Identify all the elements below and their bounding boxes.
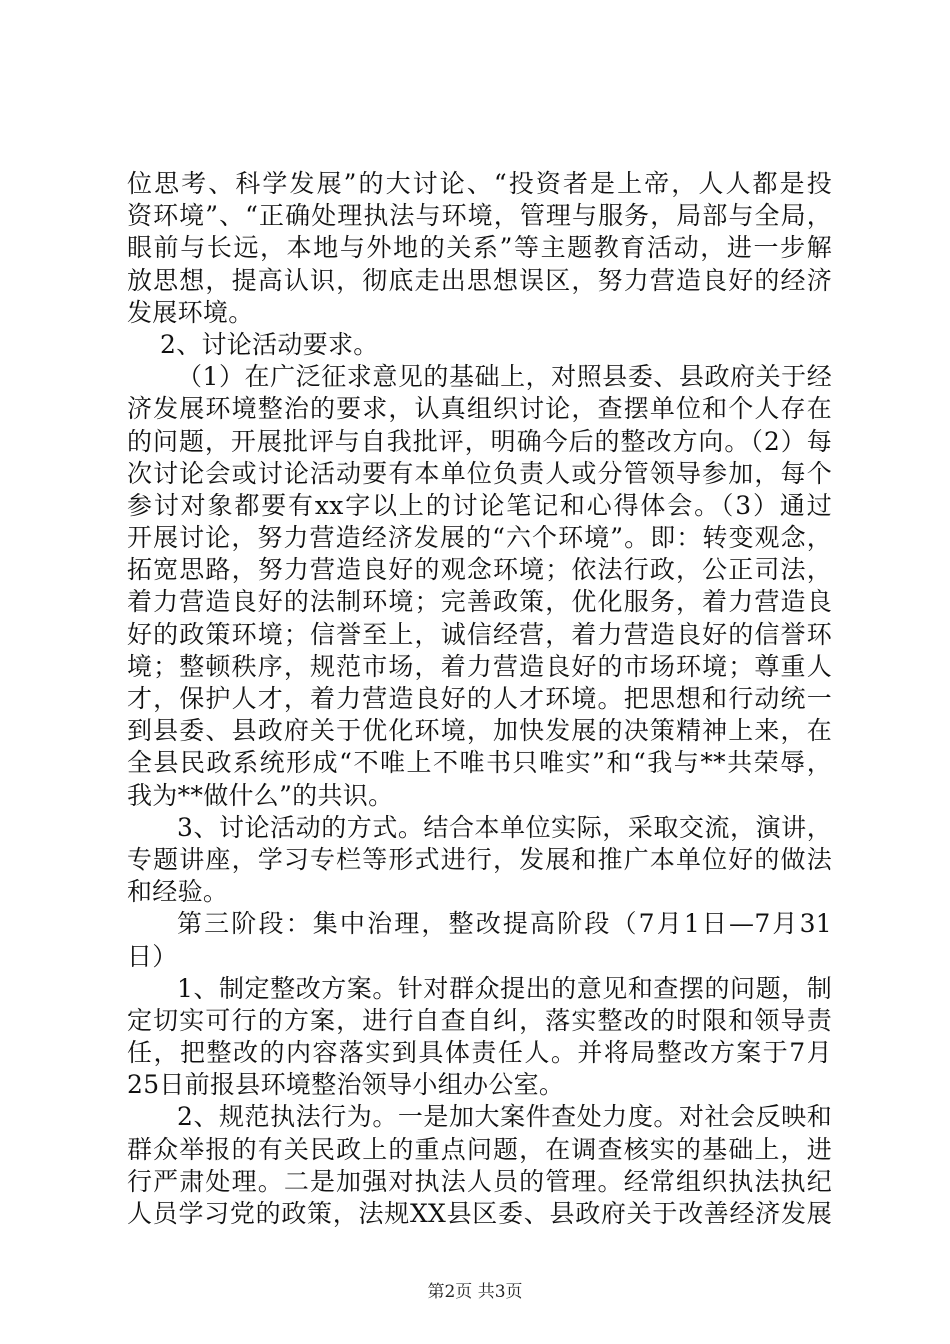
- text-line: 日）: [127, 941, 178, 971]
- text-line: 着力营造良好的法制环境；完善政策，优化服务，着力营造良: [127, 587, 832, 617]
- text-line: 位思考、科学发展”的大讨论、“投资者是上帝，人人都是投: [127, 169, 832, 198]
- text-line: 1、制定整改方案。针对群众提出的意见和查摆的问题，制: [177, 973, 832, 1003]
- text-line: 定切实可行的方案，进行自查自纠，落实整改的时限和领导责: [127, 1005, 832, 1035]
- text-line: 我为**做什么”的共识。: [127, 780, 394, 810]
- text-line: 济发展环境整治的要求，认真组织讨论，查摆单位和个人存在: [127, 394, 832, 424]
- text-line: （1）在广泛征求意见的基础上，对照县委、县政府关于经: [177, 362, 832, 392]
- text-line: 和经验。: [127, 877, 229, 907]
- text-line: 第三阶段：集中治理，整改提高阶段（7月1日—7月31: [177, 909, 832, 939]
- text-line: 群众举报的有关民政上的重点问题，在调查核实的基础上，进: [127, 1134, 832, 1164]
- document-body: [127, 168, 832, 1230]
- text-line: 任，把整改的内容落实到具体责任人。并将局整改方案于7月: [127, 1038, 832, 1068]
- text-line: 到县委、县政府关于优化环境，加快发展的决策精神上来，在: [127, 716, 832, 746]
- page-footer: 第2页 共3页: [427, 1282, 523, 1302]
- text-line: 才，保护人才，着力营造良好的人才环境。把思想和行动统一: [127, 684, 832, 713]
- text-line: 好的政策环境；信誉至上，诚信经营，着力营造良好的信誉环: [127, 619, 832, 649]
- text-line: 境；整顿秩序，规范市场，着力营造良好的市场环境；尊重人: [127, 651, 832, 681]
- text-line: 资环境”、“正确处理执法与环境，管理与服务，局部与全局，: [127, 201, 832, 231]
- text-line: 专题讲座，学习专栏等形式进行，发展和推广本单位好的做法: [127, 844, 832, 874]
- text-line: 全县民政系统形成“不唯上不唯书只唯实”和“我与**共荣辱，: [127, 748, 832, 778]
- text-line: 3、讨论活动的方式。结合本单位实际，采取交流，演讲，: [177, 812, 832, 842]
- text-line: 眼前与长远，本地与外地的关系”等主题教育活动，进一步解: [127, 233, 832, 263]
- text-line: 2、讨论活动要求。: [127, 329, 379, 359]
- text-line: 25日前报县环境整治领导小组办公室。: [127, 1070, 565, 1100]
- text-line: 开展讨论，努力营造经济发展的“六个环境”。即：转变观念，: [127, 523, 832, 553]
- text-line: 次讨论会或讨论活动要有本单位负责人或分管领导参加，每个: [127, 458, 832, 488]
- text-line: 2、规范执法行为。一是加大案件查处力度。对社会反映和: [177, 1102, 832, 1132]
- text-line: 人员学习党的政策，法规XX县区委、县政府关于改善经济发展: [127, 1199, 832, 1228]
- text-line: 行严肃处理。二是加强对执法人员的管理。经常组织执法执纪: [127, 1166, 832, 1196]
- text-line: 拓宽思路，努力营造良好的观念环境；依法行政，公正司法，: [127, 555, 832, 585]
- text-line: 发展环境。: [127, 297, 254, 327]
- text-line: 参讨对象都要有xx字以上的讨论笔记和心得体会。（3）通过: [127, 490, 832, 520]
- text-line: 的问题，开展批评与自我批评，明确今后的整改方向。（2）每: [127, 426, 832, 456]
- text-line: 放思想，提高认识，彻底走出思想误区，努力营造良好的经济: [127, 265, 832, 295]
